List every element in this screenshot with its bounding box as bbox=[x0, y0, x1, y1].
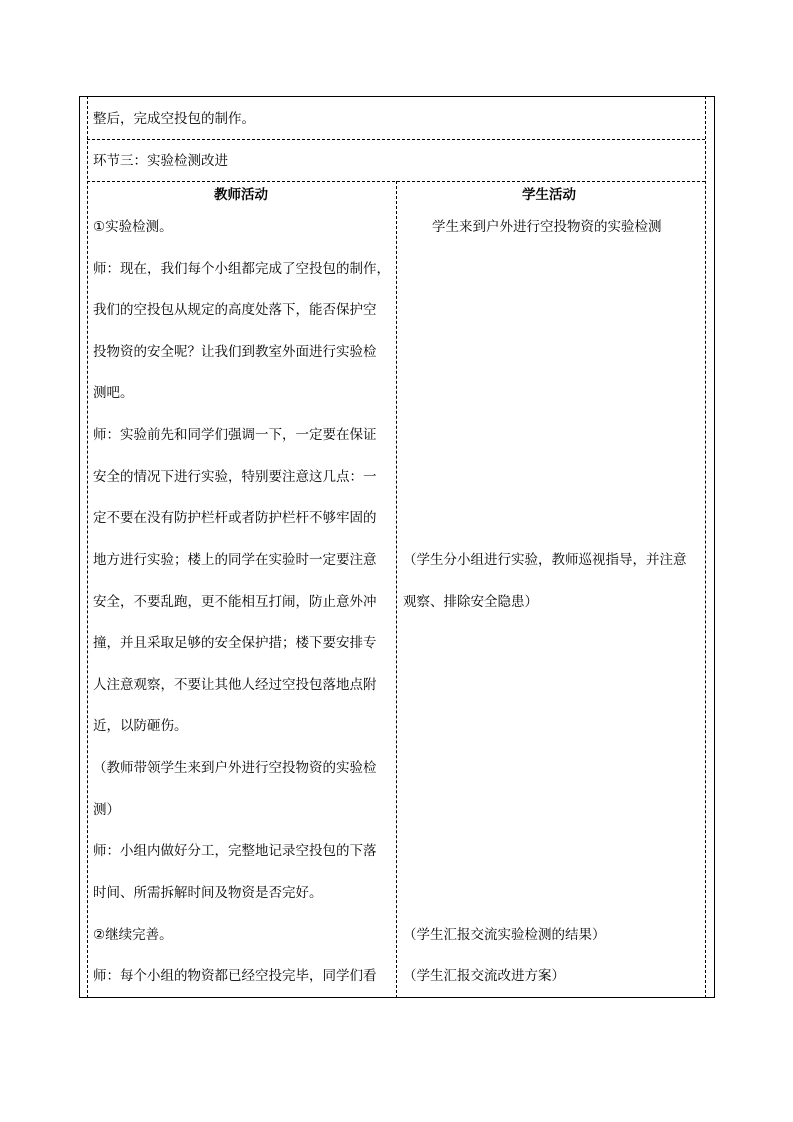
teacher-line: 师：现在，我们每个小组都完成了空投包的制作， bbox=[93, 261, 390, 277]
student-line: 学生来到户外进行空投物资的实验检测 bbox=[432, 219, 662, 235]
student-activity-header: 学生活动 bbox=[522, 187, 576, 203]
teacher-line: ②继续完善。 bbox=[93, 927, 173, 943]
teacher-line: 近，以防砸伤。 bbox=[93, 718, 188, 734]
section-title: 环节三：实验检测改进 bbox=[93, 153, 228, 169]
teacher-line: 撞，并且采取足够的安全保护措；楼下要安排专 bbox=[93, 635, 377, 651]
teacher-line: 我们的空投包从规定的高度处落下，能否保护空 bbox=[93, 302, 377, 318]
student-line: （学生汇报交流改进方案） bbox=[403, 968, 565, 984]
column-divider bbox=[396, 181, 397, 998]
teacher-line: 人注意观察，不要让其他人经过空投包落地点附 bbox=[93, 677, 377, 693]
table-inner-right-border bbox=[705, 96, 706, 998]
teacher-line: 地方进行实验；楼上的同学在实验时一定要注意 bbox=[93, 552, 377, 568]
student-line: （学生汇报交流实验检测的结果） bbox=[403, 927, 606, 943]
teacher-line: 师：小组内做好分工，完整地记录空投包的下落 bbox=[93, 843, 377, 859]
teacher-line: 师：每个小组的物资都已经空投完毕，同学们看 bbox=[93, 968, 377, 984]
teacher-line: 师：实验前先和同学们强调一下，一定要在保证 bbox=[93, 427, 377, 443]
student-line: （学生分小组进行实验，教师巡视指导，并注意 bbox=[403, 552, 687, 568]
row-divider bbox=[87, 139, 705, 140]
teacher-line: 定不要在没有防护栏杆或者防护栏杆不够牢固的 bbox=[93, 510, 377, 526]
table-inner-left-border bbox=[87, 96, 88, 998]
teacher-line: 安全的情况下进行实验，特别要注意这几点：一 bbox=[93, 469, 377, 485]
teacher-line: 测） bbox=[93, 802, 120, 818]
teacher-line: 投物资的安全呢？让我们到教室外面进行实验检 bbox=[93, 344, 377, 360]
teacher-line: ①实验检测。 bbox=[93, 219, 173, 235]
teacher-activity-header: 教师活动 bbox=[214, 187, 268, 203]
teacher-line: （教师带领学生来到户外进行空投物资的实验检 bbox=[93, 760, 377, 776]
continued-text: 整后，完成空投包的制作。 bbox=[93, 111, 255, 127]
teacher-line: 时间、所需拆解时间及物资是否完好。 bbox=[93, 885, 323, 901]
teacher-line: 安全，不要乱跑，更不能相互打闹，防止意外冲 bbox=[93, 594, 377, 610]
student-line: 观察、排除安全隐患） bbox=[403, 594, 538, 610]
teacher-line: 测吧。 bbox=[93, 385, 134, 401]
